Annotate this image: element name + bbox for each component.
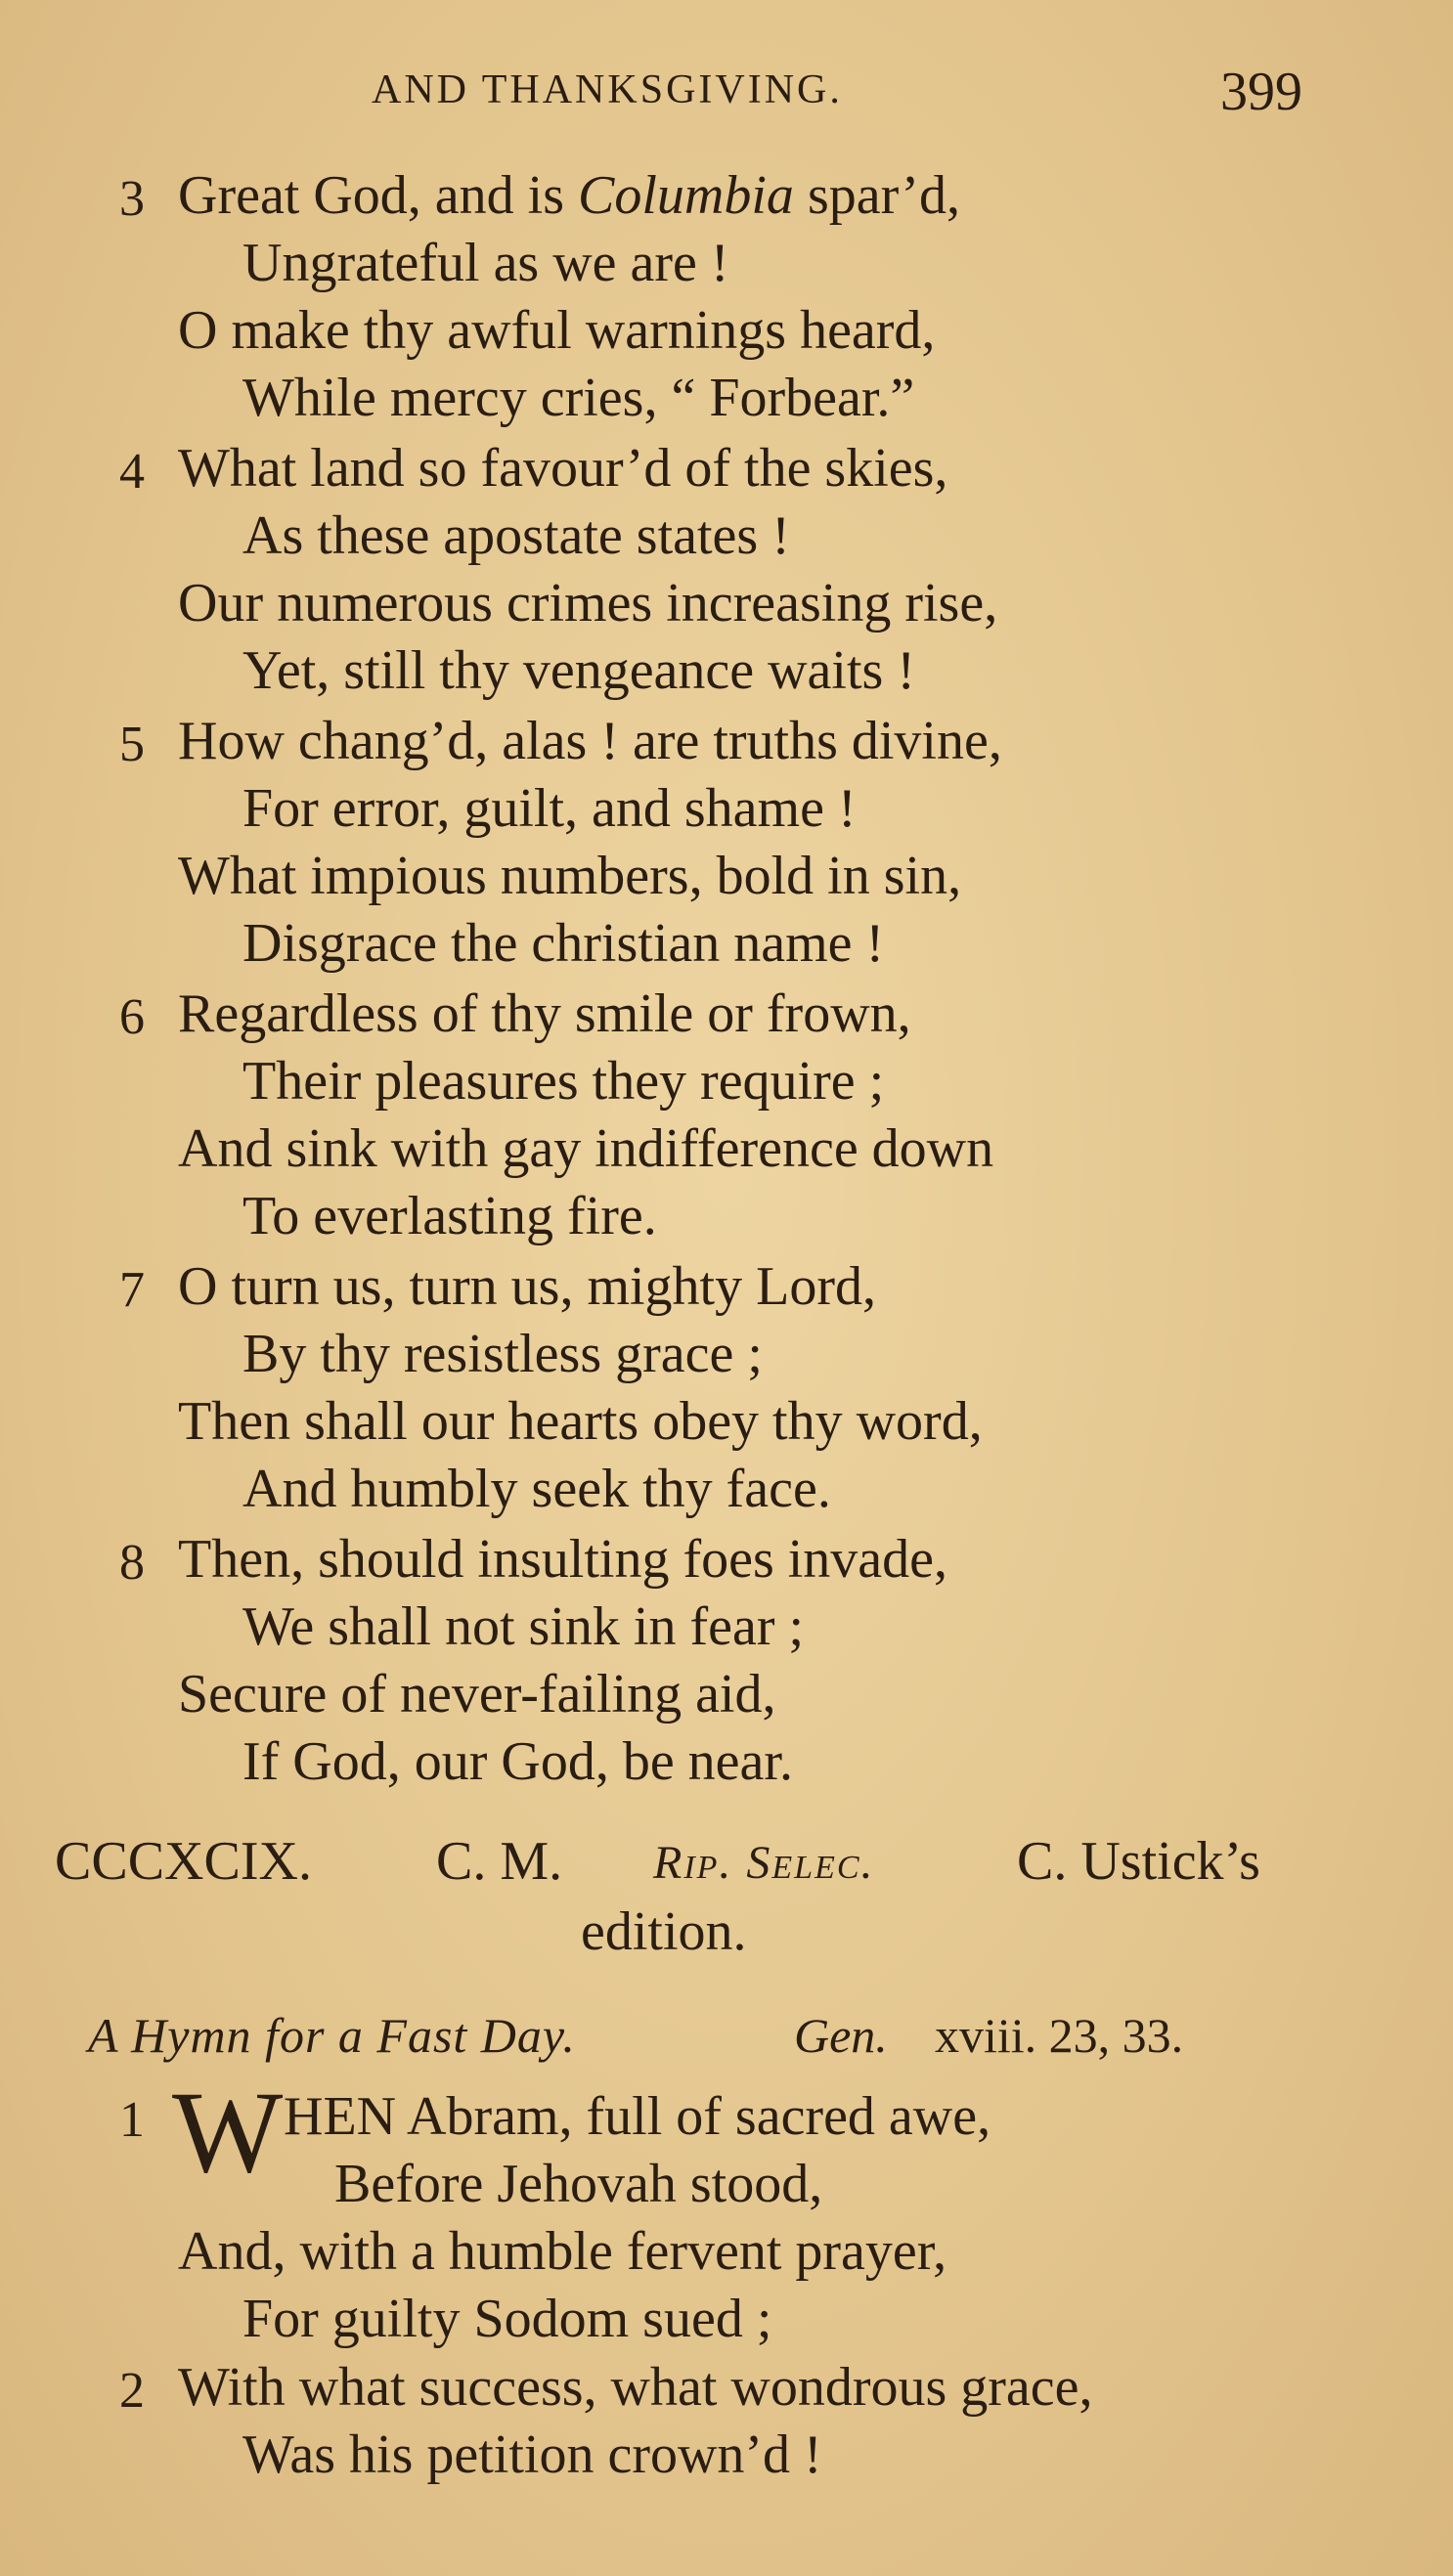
running-head: AND THANKSGIVING.	[372, 67, 843, 112]
subtitle-text: A Hymn for a Fast Day.	[88, 2008, 576, 2063]
verse-number: 6	[119, 989, 145, 1045]
subtitle-ref: xviii. 23, 33.	[935, 2008, 1184, 2063]
verse-line: For error, guilt, and shame !	[242, 778, 857, 839]
page-header	[372, 61, 1349, 129]
italic-name: Columbia	[578, 165, 794, 226]
verse-line: Our numerous crimes increasing rise,	[178, 573, 998, 633]
verse-number: 8	[119, 1535, 145, 1591]
verse-line: What impious numbers, bold in sin,	[178, 846, 962, 906]
verse-line: How chang’d, alas ! are truths divine,	[178, 711, 1002, 771]
verse-line: Then shall our hearts obey thy word,	[178, 1391, 983, 1452]
verse-line: O turn us, turn us, mighty Lord,	[178, 1256, 876, 1317]
verse-number: 7	[119, 1262, 145, 1318]
verse-number: 3	[119, 171, 145, 227]
verse-line: And, with a humble fervent prayer,	[178, 2221, 947, 2282]
verse-line: Ungrateful as we are !	[242, 233, 729, 293]
subtitle-ref-book: Gen.	[794, 2008, 888, 2063]
verse-line: Great God, and is Columbia spar’d,	[178, 165, 960, 226]
verse-line: What land so favour’d of the skies,	[178, 438, 948, 499]
verse-line: We shall not sink in fear ;	[242, 1596, 805, 1657]
verse-line: Disgrace the christian name !	[242, 913, 885, 974]
verse-number: 4	[119, 444, 145, 500]
verse-number: 1	[119, 2092, 145, 2148]
page-number: 399	[1220, 62, 1302, 122]
verse-line: Regardless of thy smile or frown,	[178, 983, 911, 1044]
verse-line: Secure of never-failing aid,	[178, 1664, 776, 1725]
verse-line: Before Jehovah stood,	[334, 2154, 823, 2214]
verse-line: If God, our God, be near.	[242, 1731, 793, 1792]
hymn-meter: C. M.	[436, 1831, 563, 1892]
verse-line: Yet, still thy vengeance waits !	[242, 640, 915, 701]
verse-line: For guilty Sodom sued ;	[242, 2289, 772, 2349]
verse-number: 5	[119, 717, 145, 772]
drop-cap: W	[172, 2067, 284, 2197]
hymn-source-edition: C. Ustick’s	[1017, 1831, 1260, 1892]
verse-line: HEN Abram, full of sacred awe,	[284, 2086, 991, 2147]
verse-line: Was his petition crown’d !	[242, 2424, 822, 2485]
verse-line: And humbly seek thy face.	[242, 1459, 831, 1519]
verse-number: 2	[119, 2363, 145, 2419]
verse-line: Their pleasures they require ;	[242, 1051, 885, 1112]
hymn-source: Rip. Selec.	[653, 1837, 875, 1889]
verse-line: As these apostate states !	[242, 505, 790, 566]
verse-line: And sink with gay indifference down	[178, 1118, 994, 1179]
verse-line: While mercy cries, “ Forbear.”	[242, 368, 915, 428]
hymn-number: CCCXCIX.	[55, 1831, 312, 1892]
verse-line: To everlasting fire.	[242, 1186, 657, 1246]
verse-line: O make thy awful warnings heard,	[178, 300, 936, 361]
verse-line: With what success, what wondrous grace,	[178, 2357, 1093, 2418]
verse-line: By thy resistless grace ;	[242, 1324, 763, 1384]
verse-line: Then, should insulting foes invade,	[178, 1529, 948, 1590]
hymn-source-edition-cont: edition.	[581, 1901, 747, 1962]
